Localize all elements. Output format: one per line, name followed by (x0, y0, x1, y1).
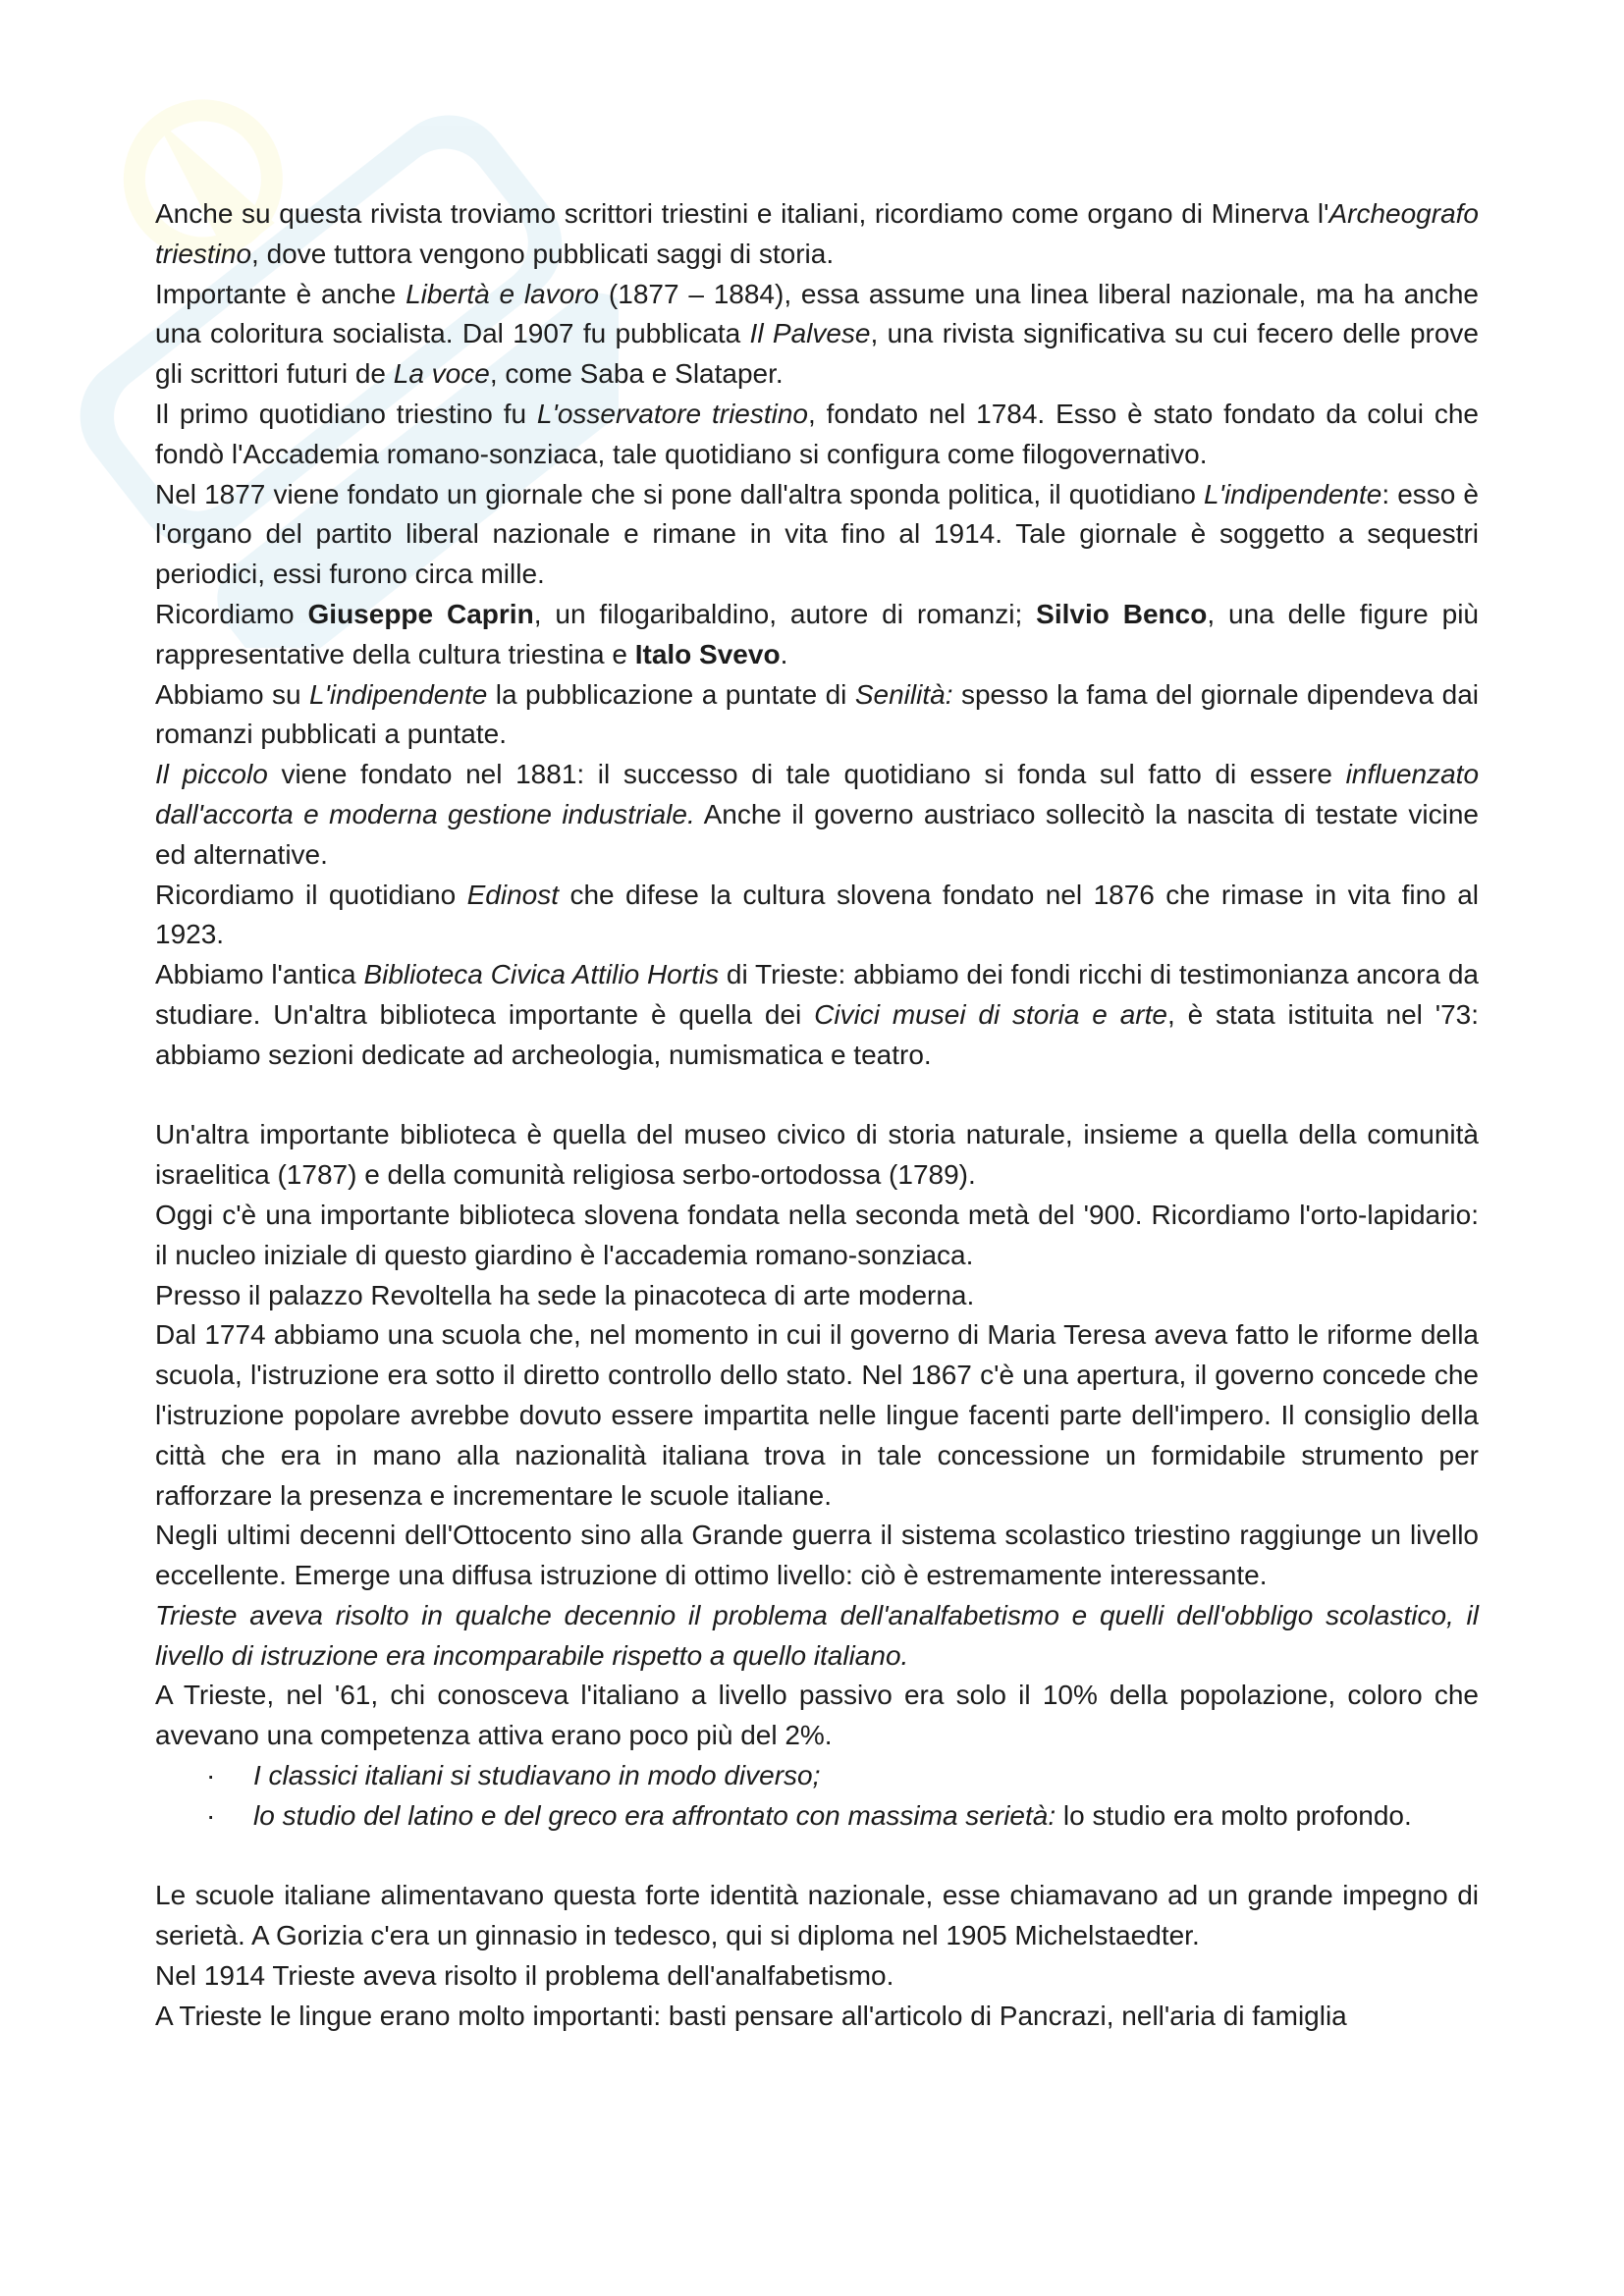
italic-text-run: lo studio del latino e del greco era affrontato con massima serietà: (253, 1799, 1056, 1831)
text-run: A Trieste, nel '61, chi conosceva l'italiano a livello passivo era solo il 10% della popolazione, coloro che avevano una competenza attiva erano poco più del 2%. (155, 1680, 1479, 1751)
text-run: Presso il palazzo Revoltella ha sede la pinacoteca di arte moderna. (155, 1279, 975, 1310)
text-run: , come Saba e Slataper. (489, 358, 784, 390)
paragraph (155, 395, 1479, 475)
text-run: Ricordiamo il quotidiano (155, 879, 467, 910)
bullet-dot-icon: · (206, 1799, 216, 1831)
paragraph (155, 1196, 1479, 1276)
text-run: , fondato nel 1784. Esso è stato fondato da colui che fondò l'Accademia romano-sonziaca, tale quotidiano si configura come filogovernativo. (155, 398, 1480, 469)
italic-text-run: Libertà e lavoro (406, 278, 600, 309)
paragraph (155, 475, 1479, 595)
text-run: Anche il governo austriaco sollecitò la nascita di testate vicine ed alternative. (155, 798, 1480, 870)
paragraph (155, 595, 1479, 675)
italic-text-run: Il Palvese (749, 318, 871, 349)
document-body (155, 194, 1479, 2037)
italic-text-run: Edinost (466, 879, 560, 910)
paragraph (155, 1516, 1479, 1596)
text-run: viene fondato nel 1881: il successo di tale quotidiano si fonda sul fatto di essere (267, 759, 1346, 790)
bullet-item (155, 1796, 1479, 1837)
text-run: Anche su questa rivista troviamo scrittori triestini e italiani, ricordiamo come organo di Minerva l' (155, 198, 1329, 229)
text-run: Dal 1774 abbiamo una scuola che, nel momento in cui il governo di Maria Teresa aveva fatto le riforme della scuola, l'istruzione era sotto il diretto controllo dello stato. Nel 1867 c'è una apertura, il governo concede che l'istruzione popolare avrebbe dovuto essere impartita nelle lingue facenti parte dell'impero. Il consiglio della città che era in mano alla nazionalità italiana trova in tale concessione un formidabile strumento per rafforzare la presenza e incrementare le scuole italiane. (155, 1319, 1479, 1511)
text-run: spesso la fama del giornale dipendeva dai romanzi pubblicati a puntate. (155, 678, 1480, 750)
paragraph (155, 194, 1479, 275)
bullet-item (155, 1756, 1479, 1796)
paragraph (155, 1315, 1479, 1516)
text-run: Il primo quotidiano triestino fu (155, 398, 537, 429)
text-run: , dove tuttora vengono pubblicati saggi di storia. (251, 238, 835, 269)
text-run: Nel 1877 viene fondato un giornale che si pone dall'altra sponda politica, il quotidiano (155, 478, 1205, 509)
italic-text-run: Senilità: (854, 678, 953, 710)
paragraph (155, 1115, 1479, 1196)
text-run: Importante è anche (155, 278, 406, 309)
italic-text-run: Civici musei di storia e arte (814, 998, 1167, 1030)
italic-text-run: L'indipendente (309, 678, 488, 710)
bold-text-run: Silvio Benco (1036, 598, 1208, 629)
italic-text-run: Il piccolo (155, 759, 268, 790)
paragraph (155, 675, 1479, 756)
paragraph (155, 1876, 1479, 1956)
italic-text-run: Biblioteca Civica Attilio Hortis (363, 959, 720, 990)
text-run: Abbiamo su (155, 678, 309, 710)
paragraph (155, 1956, 1479, 1997)
paragraph (155, 1596, 1479, 1677)
text-run: (1877 – 1884), essa assume una linea liberal nazionale, ma ha anche una coloritura socialista. Dal 1907 fu pubblicata (155, 278, 1479, 349)
text-run: Nel 1914 Trieste aveva risolto il problema dell'analfabetismo. (155, 1960, 894, 1992)
italic-text-run: La voce (393, 358, 490, 390)
paragraph (155, 755, 1479, 875)
text-run: , una delle figure più rappresentative della cultura triestina e (155, 598, 1480, 669)
italic-text-run: Trieste aveva risolto in qualche decennio il problema dell'analfabetismo e quelli dell'obbligo scolastico, il livello di istruzione era incomparabile rispetto a quello italiano. (155, 1599, 1479, 1671)
italic-text-run: Archeografo triestino (155, 198, 1479, 269)
text-run: Le scuole italiane alimentavano questa forte identità nazionale, esse chiamavano ad un grande impegno di serietà. A Gorizia c'era un ginnasio in tedesco, qui si diploma nel 1905 Michelstaedter. (155, 1880, 1479, 1951)
paragraph (155, 955, 1479, 1075)
blank-line (155, 1837, 1479, 1877)
paragraph (155, 275, 1479, 395)
text-run: Oggi c'è una importante biblioteca slovena fondata nella seconda metà del '900. Ricordiamo l'orto-lapidario: il nucleo iniziale di questo giardino è l'accademia romano-sonziaca. (155, 1199, 1479, 1270)
paragraph (155, 876, 1479, 956)
text-run: Abbiamo l'antica (155, 959, 364, 990)
text-run: , è stata istituita nel '73: abbiamo sezioni dedicate ad archeologia, numismatica e teatro. (155, 998, 1479, 1070)
text-run: . (780, 638, 788, 669)
text-run: , una rivista significativa su cui fecero delle prove gli scrittori futuri de (155, 318, 1480, 390)
text-run: Negli ultimi decenni dell'Ottocento sino alla Grande guerra il sistema scolastico triestino raggiunge un livello eccellente. Emerge una diffusa istruzione di ottimo livello: ciò è estremamente interessante. (155, 1520, 1479, 1591)
text-run: lo studio era molto profondo. (1056, 1799, 1412, 1831)
text-run: A Trieste le lingue erano molto importanti: basti pensare all'articolo di Pancrazi, nell'aria di famiglia (155, 2000, 1347, 2031)
italic-text-run: L'indipendente (1204, 478, 1382, 509)
text-run: di Trieste: abbiamo dei fondi ricchi di testimonianza ancora da studiare. Un'altra biblioteca importante è quella dei (155, 959, 1480, 1030)
bold-text-run: Giuseppe Caprin (307, 598, 534, 629)
bold-text-run: Italo Svevo (634, 638, 781, 669)
text-run: , un filogaribaldino, autore di romanzi; (533, 598, 1037, 629)
italic-text-run: L'osservatore triestino (536, 398, 809, 429)
text-run: Un'altra importante biblioteca è quella del museo civico di storia naturale, insieme a quella della comunità israelitica (1787) e della comunità religiosa serbo-ortodossa (1789). (155, 1119, 1479, 1191)
text-run: Ricordiamo (155, 598, 308, 629)
paragraph (155, 1997, 1479, 2037)
paragraph (155, 1276, 1479, 1316)
paragraph (155, 1676, 1479, 1756)
italic-text-run: influenzato dall'accorta e moderna gestione industriale. (155, 759, 1480, 829)
text-run: : esso è l'organo del partito liberal nazionale e rimane in vita fino al 1914. Tale giornale è soggetto a sequestri periodici, essi furono circa mille. (155, 478, 1479, 590)
text-run: che difese la cultura slovena fondato nel 1876 che rimase in vita fino al 1923. (155, 879, 1479, 950)
bullet-dot-icon: · (206, 1760, 216, 1791)
bullet-list (155, 1756, 1479, 1837)
blank-line (155, 1076, 1479, 1116)
text-run: la pubblicazione a puntate di (487, 678, 855, 710)
italic-text-run: I classici italiani si studiavano in modo diverso; (253, 1760, 821, 1791)
